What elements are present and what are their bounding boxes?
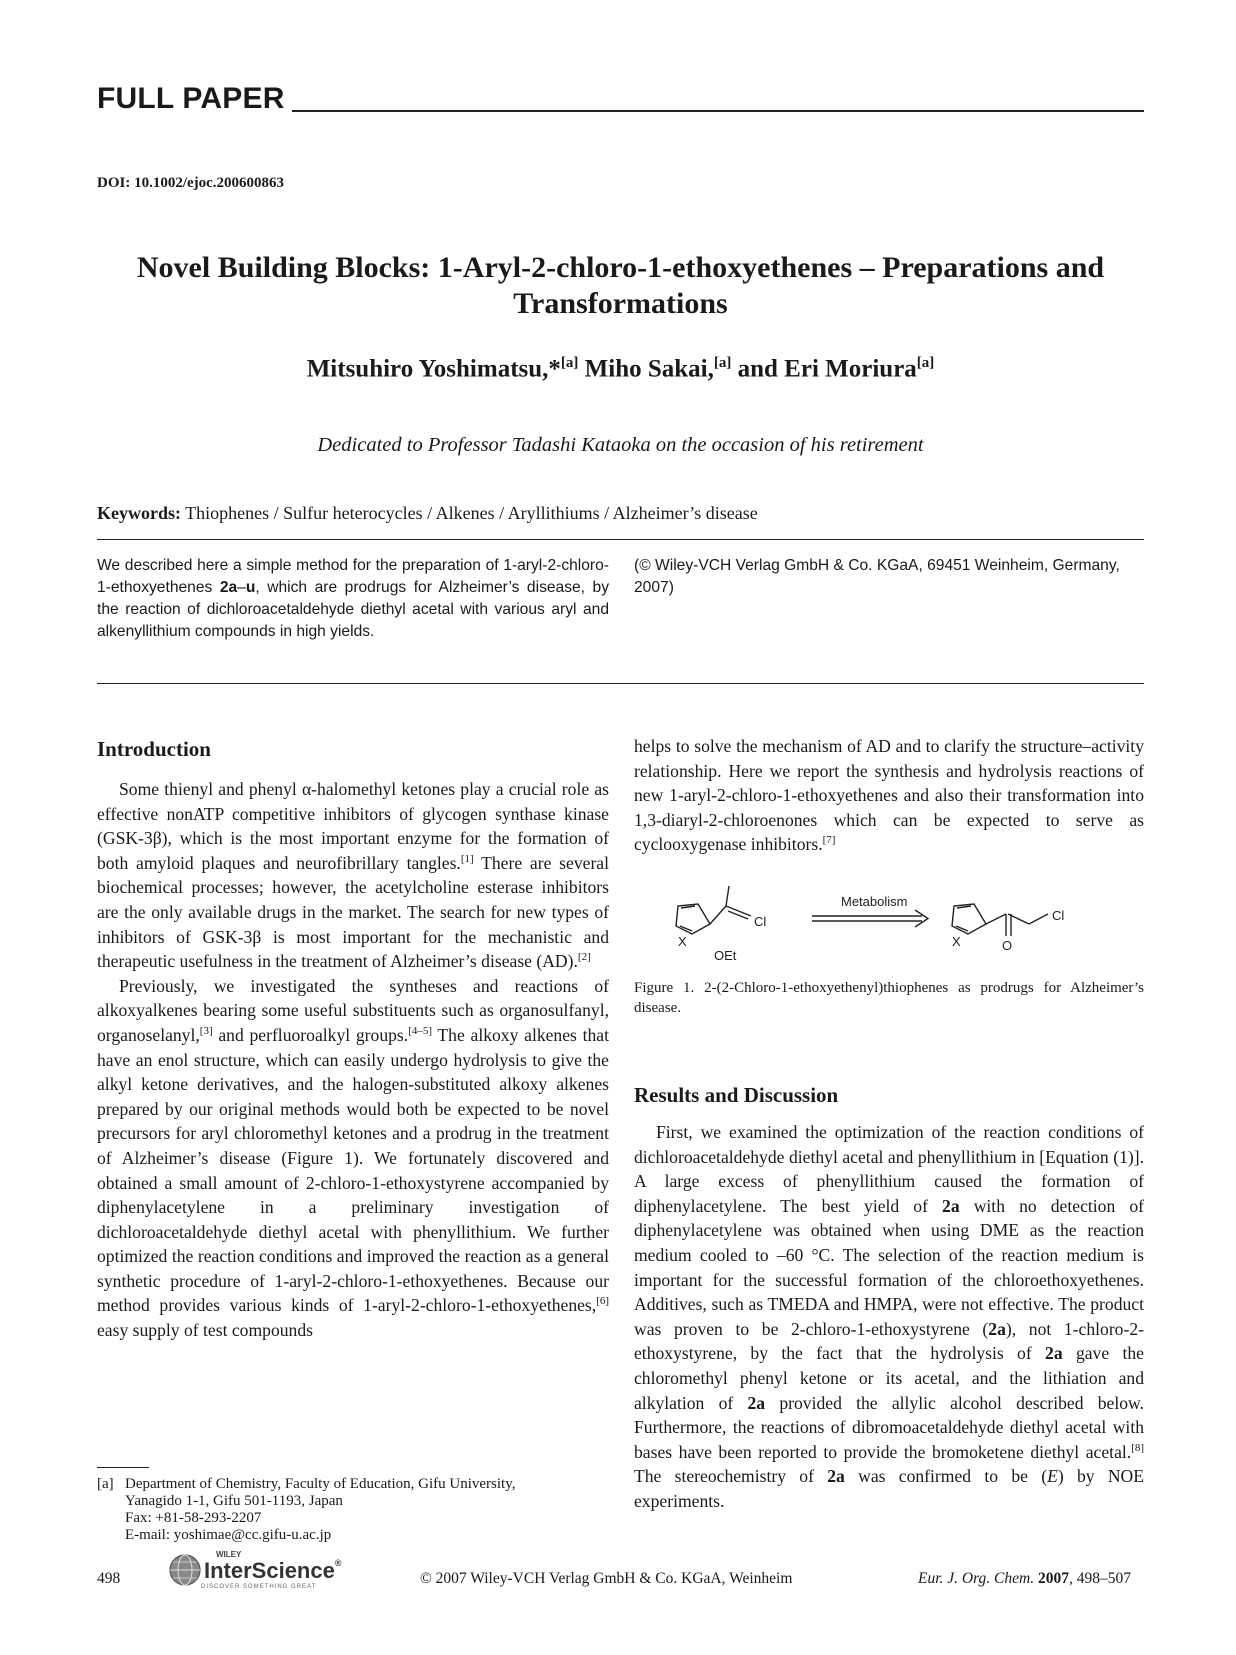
paper-title: Novel Building Blocks: 1-Aryl-2-chloro-1-ethoxyethenes – Preparations and Transformations (136, 251, 1105, 320)
keywords-label: Keywords: (97, 503, 181, 523)
arrow-label: Metabolism (841, 894, 908, 909)
logo-interscience: InterScience® (204, 1558, 342, 1583)
author-name: Mitsuhiro Yoshimatsu,* (306, 355, 561, 383)
footnote-rule (97, 1467, 149, 1468)
header-rule (292, 110, 1144, 112)
abstract-copyright: (© Wiley-VCH Verlag GmbH & Co. KGaA, 69451 Weinheim, Germany, 2007) (634, 557, 1120, 596)
divider (97, 539, 1144, 540)
atom-label: Cl (1052, 908, 1065, 923)
section-heading-results: Results and Discussion (634, 1083, 839, 1107)
keywords (97, 503, 758, 524)
affiliation-footnote (97, 1476, 609, 1544)
footnote-tag: [a] (97, 1476, 114, 1492)
wiley-globe-logo (168, 1553, 202, 1587)
journal-citation: Eur. J. Org. Chem. 2007, 498–507 (918, 1570, 1131, 1587)
atom-label: X (678, 934, 687, 949)
author-name: Miho Sakai, (578, 355, 714, 383)
intro-text-left (97, 777, 609, 1343)
footnote-line: Department of Chemistry, Faculty of Education, Gifu University, (125, 1476, 516, 1492)
intro-text-right (634, 734, 1144, 857)
atom-label: Cl (754, 914, 767, 929)
footnote-email: E-mail: yoshimae@cc.gifu-u.ac.jp (125, 1527, 332, 1543)
paragraph: Previously, we investigated the syntheses and reactions of alkoxyalkenes bearing some useful substituents such as organosulfanyl, organoselanyl,[3] and perfluoroalkyl groups.[4–5] The alkoxy alkenes that have an enol structure, which can easily undergo hydrolysis to give the alkyl ketone derivatives, and the halogen-substituted alkoxy alkenes prepared by our original methods would both be expected to be novel precursors for aryl chloromethyl ketones and a prodrug in the treatment of Alzheimer’s disease (Figure 1). We fortunately discovered and obtained a small amount of 2-chloro-1-ethoxystyrene accompanied by diphenylacetylene in a preliminary investigation of dichloroacetaldehyde diethyl acetal with phenyllithium. We further optimized the reaction conditions and improved the reaction as a general synthetic procedure of 1-aryl-2-chloro-1-ethoxyethenes. Because our method provides various kinds of 1-aryl-2-chloro-1-ethoxyethenes,[6] easy supply of test compounds (97, 975, 610, 1341)
paragraph: Some thienyl and phenyl α-halomethyl ketones play a crucial role as effective nonATP competitive inhibitors of glycogen synthase kinase (GSK-3β), which is the most important enzyme for the formation of both amyloid plaques and neurofibrillary tangles.[1] There are several biochemical processes; however, the acetylcholine esterase inhibitors are the only available drugs in the market. The search for new types of inhibitors of GSK-3β is most important for the mechanistic and therapeutic usefulness in the treatment of Alzheimer’s disease (AD).[2] (97, 779, 609, 972)
results-text (634, 1120, 1144, 1514)
doi: DOI: 10.1002/ejoc.200600863 (97, 175, 285, 191)
atom-label: O (1002, 938, 1013, 953)
keywords-text: Thiophenes / Sulfur heterocycles / Alkenes / Aryllithiums / Alzheimer’s disease (181, 503, 758, 523)
paragraph: helps to solve the mechanism of AD and to clarify the structure–activity relationship. Here we report the synthesis and hydrolysis reactions of new 1-aryl-2-chloro-1-ethoxyethenes and also their transformation into 1,3-diaryl-2-chloroenones which can be expected to serve as cyclooxygenase inhibitors.[7] (634, 736, 1144, 855)
logo-tagline: DISCOVER SOMETHING GREAT (201, 1584, 317, 1590)
affiliation-mark: [a] (713, 355, 732, 371)
footnote-line: Fax: +81-58-293-2207 (125, 1510, 262, 1526)
section-label: FULL PAPER (97, 82, 285, 115)
footer-copyright: © 2007 Wiley-VCH Verlag GmbH & Co. KGaA, Weinheim (420, 1570, 793, 1587)
author-name: and Eri Moriura (731, 355, 917, 383)
atom-label: OEt (714, 948, 737, 962)
divider (97, 683, 1144, 684)
figure-1-scheme (634, 886, 1144, 962)
atom-label: X (952, 934, 961, 949)
figure-caption: Figure 1. 2-(2-Chloro-1-ethoxyethenyl)thiophenes as prodrugs for Alzheimer’s disease. (634, 980, 1144, 1016)
footnote-line: Yanagido 1-1, Gifu 501-1193, Japan (125, 1493, 343, 1509)
page-number: 498 (97, 1570, 121, 1587)
affiliation-mark: [a] (916, 355, 935, 371)
dedication: Dedicated to Professor Tadashi Kataoka on the occasion of his retirement (317, 434, 924, 456)
logo-wiley-text: WILEY (216, 1550, 242, 1559)
author-list (97, 355, 1144, 383)
paragraph: First, we examined the optimization of the reaction conditions of dichloroacetaldehyde diethyl acetal and phenyllithium in [Equation (1)]. A large excess of phenyllithium caused the formation of diphenylacetylene. The best yield of 2a with no detection of diphenylacetylene was obtained when using DME as the reaction medium cooled to –60 °C. The selection of the reaction medium is important for the successful formation of the chloroethoxyethenes. Additives, such as TMEDA and HMPA, were not effective. The product was proven to be 2-chloro-1-ethoxystyrene (2a), not 1-chloro-2-ethoxystyrene, by the fact that the hydrolysis of 2a gave the chloromethyl phenyl ketone or its acetal, and the lithiation and alkylation of 2a provided the allylic alcohol described below. Furthermore, the reactions of dibromoacetaldehyde diethyl acetal with bases have been reported to provide the bromoketene diethyl acetal.[8] The stereochemistry of 2a was confirmed to be (E) by NOE experiments. (634, 1122, 1144, 1511)
section-heading-introduction: Introduction (97, 737, 211, 761)
abstract: We described here a simple method for the preparation of 1-aryl-2-chloro-1-ethoxyethenes 2a–u, which are prodrugs for Alzheimer’s disease, by the reaction of dichloroacetaldehyde diethyl acetal with various aryl and alkenyllithium compounds in high yields. (97, 557, 609, 640)
affiliation-mark: [a] (560, 355, 579, 371)
